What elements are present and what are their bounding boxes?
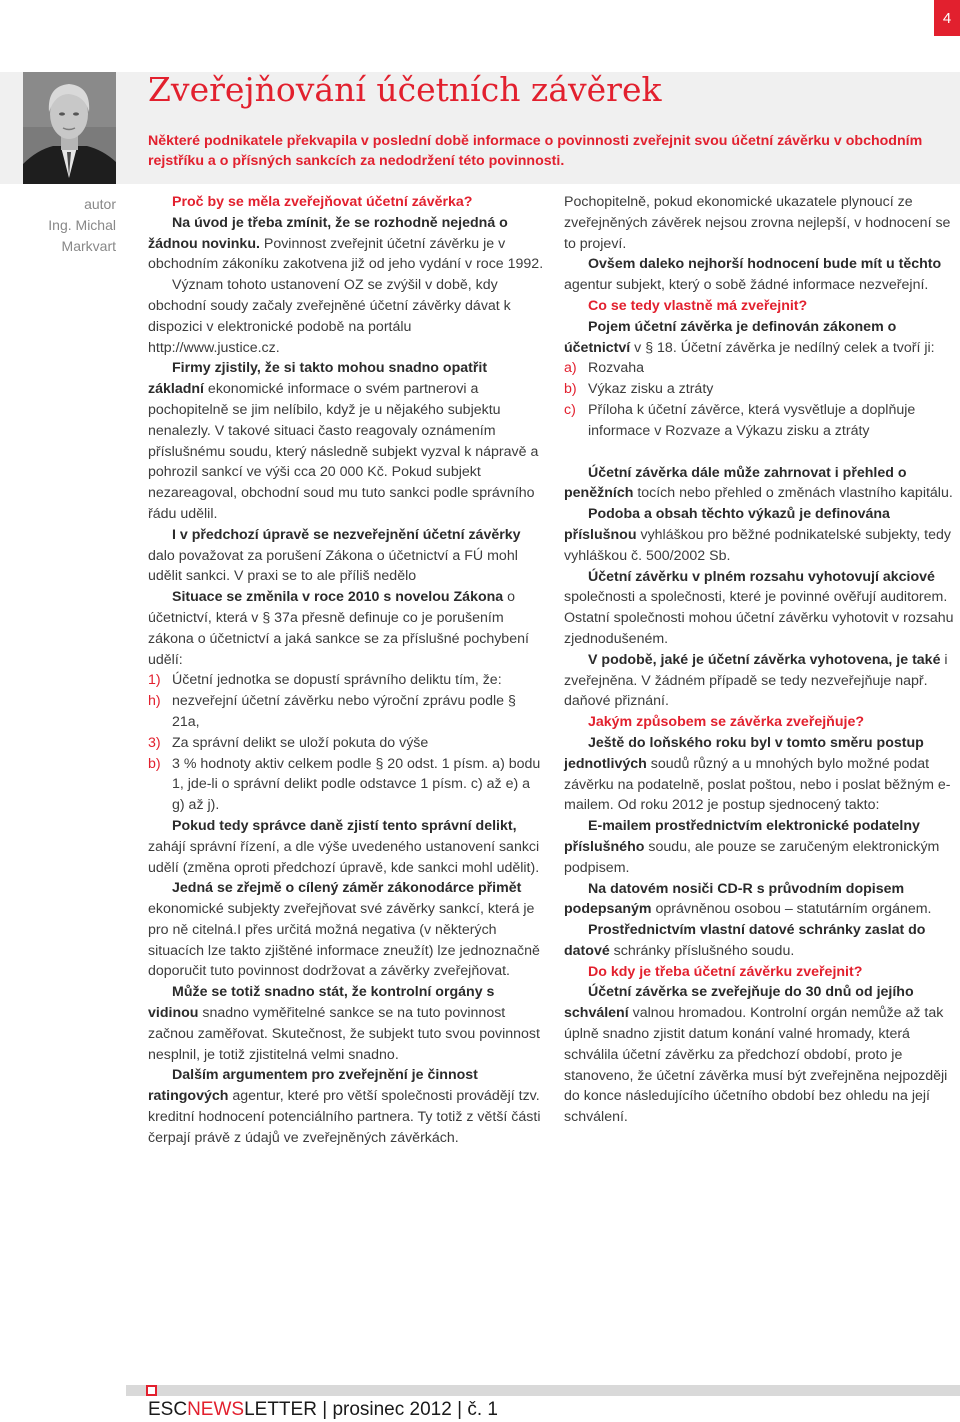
list-item: c) Příloha k účetní závěrce, která vysvětluje a doplňuje informace v Rozvaze a Výkazu zisku a ztráty bbox=[564, 401, 916, 439]
list-item: 1) Účetní jednotka se dopustí správního deliktu tím, že: bbox=[148, 672, 502, 689]
list-item: b) Výkaz zisku a ztráty bbox=[564, 381, 714, 398]
author-name-line2: Markvart bbox=[61, 238, 116, 254]
paragraph: Účetní závěrku v plném rozsahu vyhotovují akciové společnosti a společnosti, které je povinné ověřují auditorem. Ostatní společnosti mohou účetní závěrku vyhotovit v rozsahu zjednodušeném. bbox=[564, 568, 954, 647]
author-photo bbox=[23, 72, 116, 184]
list-item: b) 3 % hodnoty aktiv celkem podle § 20 odst. 1 písm. a) bodu 1, jde-li o správní delikt podle odstavce 1 písm. c) až e) a g) až j). bbox=[148, 755, 541, 814]
list-item: a) Rozvaha bbox=[564, 360, 644, 377]
paragraph: Prostřednictvím vlastní datové schránky zaslat do datové schránky příslušného soudu. bbox=[564, 922, 926, 959]
paragraph: E-mailem prostřednictvím elektronické podatelny příslušného soudu, ale pouze se zaručeným elektronickým podpisem. bbox=[564, 818, 940, 876]
page-title: Zveřejňování účetních závěrek bbox=[148, 70, 662, 109]
footer-rule bbox=[126, 1385, 960, 1396]
section-heading: Co se tedy vlastně má zveřejnit? bbox=[588, 297, 808, 314]
author-block bbox=[20, 194, 116, 257]
paragraph: Na datovém nosiči CD-R s průvodním dopisem podepsaným oprávněnou osobou – statutárním orgánem. bbox=[564, 880, 932, 918]
list-item: h) nezveřejní účetní závěrku nebo výroční zprávu podle § 21a, bbox=[148, 693, 516, 730]
paragraph: Ještě do loňského roku byl v tomto směru postup jednotlivých soudů různý a u mnohých bylo možné podat závěrku na podatelně, poslat poštou, nebo i poslat běžným e-mailem. Od roku 2012 je postup sjednocený takto: bbox=[564, 734, 951, 814]
paragraph: Může se totiž snadno stát, že kontrolní orgány s vidinou snadno vyměřitelné sankce se na tuto povinnost začnou zaměřovat. Skutečnost, že subjekt tuto svou povinnost nesplnil, je totiž zjistitelná velmi snadno. bbox=[148, 984, 540, 1063]
list-item: 3) Za správní delikt se uloží pokuta do výše bbox=[148, 734, 429, 751]
paragraph: Účetní závěrka se zveřejňuje do 30 dnů od jejího schválení valnou hromadou. Kontrolní orgán nemůže až tak úplně snadno zjistit datum konání valné hromady, která schválila účetní závěrku za předchozí období, proto je stanoveno, že účetní závěrka musí být zveřejněna nejpozději do konce následujícího účetního období bez ohledu na její schválení. bbox=[564, 984, 948, 1126]
paragraph: I v předchozí úpravě se nezveřejnění účetní závěrky dalo považovat za porušení Zákona o účetnictví a FÚ mohl udělit sankci. V praxi se to ale příliš nedělo bbox=[148, 526, 521, 585]
footer-publication: ESCNEWSLETTER | prosinec 2012 | č. 1 bbox=[148, 1399, 498, 1420]
paragraph: Situace se změnila v roce 2010 s novelou Zákona o účetnictví, která v § 37a přesně definuje co je porušením zákona o účetnictví a jaká sankce se za příslušné pochybení udělí: bbox=[148, 589, 529, 668]
paragraph: Pochopitelně, pokud ekonomické ukazatele plynoucí ze zveřejněných závěrek nejsou zrovna nejlepší, v hodnocení se to projeví. bbox=[564, 194, 951, 252]
author-label: autor bbox=[84, 196, 116, 212]
section-heading: Jakým způsobem se závěrka zveřejňuje? bbox=[588, 714, 865, 731]
paragraph: Podoba a obsah těchto výkazů je definována příslušnou vyhláškou pro běžné podnikatelské subjekty, tedy vyhláškou č. 500/2002 Sb. bbox=[564, 506, 951, 564]
paragraph: Ovšem daleko nejhorší hodnocení bude mít u těchto agentur subjekt, který o sobě žádné informace nezveřejní. bbox=[564, 256, 942, 294]
paragraph: Na úvod je třeba zmínit, že se rozhodně nejedná o žádnou novinku. Povinnost zveřejnit účetní závěrku je v obchodním zákoníku zakotvena již od jeho vydání v roce 1992. bbox=[148, 214, 544, 273]
author-name-line1: Ing. Michal bbox=[48, 217, 116, 233]
article-column-right bbox=[564, 192, 958, 1128]
paragraph: Pokud tedy správce daně zjistí tento správní delikt, zahájí správní řízení, a dle výše uvedeného ustanovení sankci udělí (změna oproti předchozí úpravě, kde sankci mohl udělit). bbox=[148, 817, 540, 876]
footer-square-icon bbox=[146, 1385, 157, 1396]
paragraph: Jedná se zřejmě o cílený záměr zákonodárce přimět ekonomické subjekty zveřejňovat své závěrky sankcí, která je pro ně citelná.I přes určitá možná negativa (v některých situacích lze takto zjištěné informace zneužít) lze jednoznačně doporučit tuto povinnost dodržovat a závěrky zveřejňovat. bbox=[148, 880, 540, 980]
spacer bbox=[564, 442, 958, 463]
paragraph: Pojem účetní závěrka je definován zákonem o účetnictví v § 18. Účetní závěrka je nedílný celek a tvoří ji: bbox=[564, 318, 935, 356]
section-heading: Do kdy je třeba účetní závěrku zveřejnit? bbox=[588, 963, 863, 980]
article-column-left bbox=[148, 192, 544, 1149]
paragraph: V podobě, jaké je účetní závěrka vyhotovena, je také i zveřejněna. V žádném případě se tedy nezveřejňuje např. daňové přiznání. bbox=[564, 651, 948, 710]
section-heading: Proč by se měla zveřejňovat účetní závěrka? bbox=[172, 194, 473, 210]
page-number: 4 bbox=[934, 0, 960, 36]
paragraph: Účetní závěrka dále může zahrnovat i přehled o peněžních tocích nebo přehled o změnách vlastního kapitálu. bbox=[564, 464, 953, 502]
paragraph: Význam tohoto ustanovení OZ se zvýšil v době, kdy obchodní soudy začaly zveřejněné účetní závěrky dávat k dispozici v elektronické podobě na portálu http://www.justice.cz. bbox=[148, 277, 511, 356]
paragraph: Firmy zjistily, že si takto mohou snadno opatřit základní ekonomické informace o svém partnerovi a pochopitelně se jim nelíbilo, když je u nějakého subjektu nenalezly. V takové situaci často reagovaly oznámením příslušnému soudu, který následně subjekt vyzval k nápravě a pohrozil sankcí ve výši cca 20 000 Kč. Pokud subjekt nezareagoval, obchodní soud mu tuto sankci podle správního řádu udělil. bbox=[148, 360, 539, 522]
paragraph: Dalším argumentem pro zveřejnění je činnost ratingových agentur, které pro větší společnosti provádějí tzv. kreditní hodnocení potenciálního partnera. Ty totiž z větší části čerpají právě z údajů ve zveřejněných závěrkách. bbox=[148, 1067, 541, 1146]
lead-paragraph: Některé podnikatele překvapila v poslední době informace o povinnosti zveřejnit svou účetní závěrku v obchodním rejstříku a o přísných sankcích za nedodržení této povinnosti. bbox=[148, 133, 923, 169]
